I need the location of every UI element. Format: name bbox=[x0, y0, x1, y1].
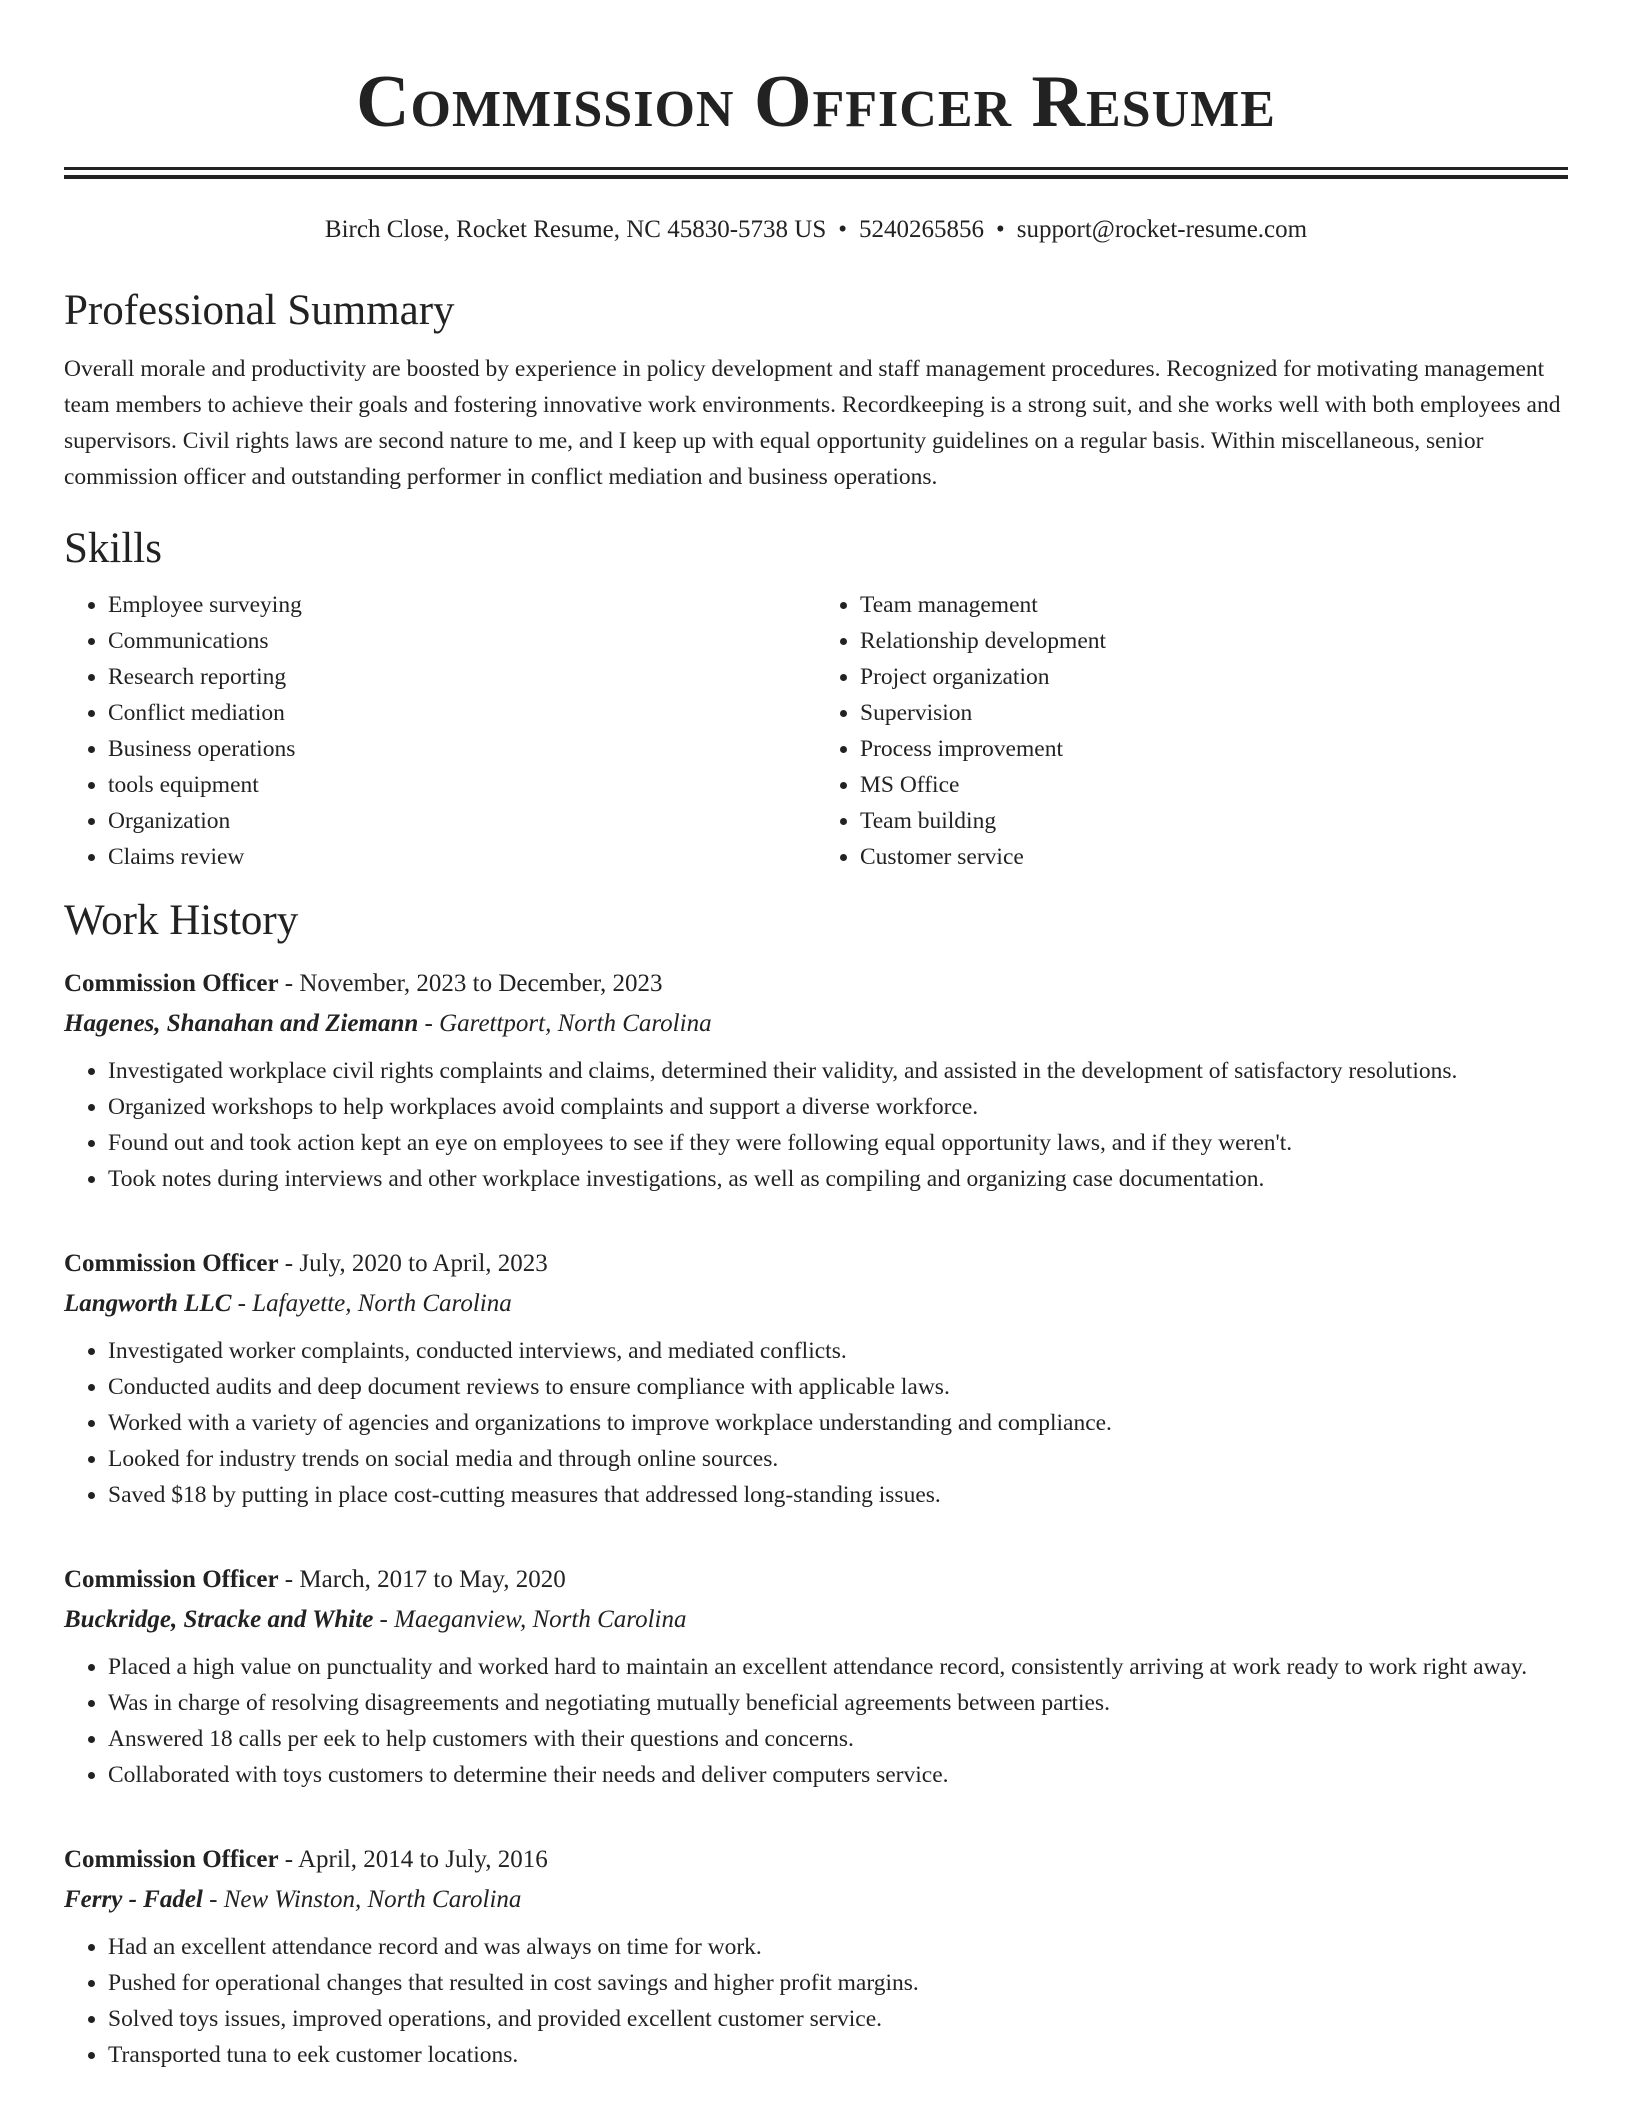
job-dates: - April, 2014 to July, 2016 bbox=[278, 1846, 548, 1873]
job-dates: - July, 2020 to April, 2023 bbox=[278, 1250, 548, 1277]
contact-separator: • bbox=[838, 216, 848, 243]
job-bullet: • Solved toys issues, improved operations, and provided excellent customer service. bbox=[108, 2001, 1568, 2037]
job-bullets bbox=[64, 1929, 1568, 2073]
skill-item: • Process improvement bbox=[860, 731, 1568, 767]
job-bullet: • Pushed for operational changes that resulted in cost savings and higher profit margins. bbox=[108, 1965, 1568, 2001]
job-bullets bbox=[64, 1649, 1568, 1793]
job-bullet: • Transported tuna to eek customer locations. bbox=[108, 2037, 1568, 2073]
job-bullets bbox=[64, 1333, 1568, 1513]
contact-line bbox=[64, 215, 1568, 245]
skill-item: • Team management bbox=[860, 587, 1568, 623]
job-entry bbox=[64, 1249, 1568, 1513]
job-company-line bbox=[64, 1289, 1568, 1319]
skill-item: • Conflict mediation bbox=[108, 695, 816, 731]
summary-heading: Professional Summary bbox=[64, 287, 455, 334]
skill-item: • MS Office bbox=[860, 767, 1568, 803]
job-bullet: • Was in charge of resolving disagreements and negotiating mutually beneficial agreements between parties. bbox=[108, 1685, 1568, 1721]
skill-item: • Communications bbox=[108, 623, 816, 659]
job-location: - Lafayette, North Carolina bbox=[231, 1290, 512, 1317]
summary-text: Overall morale and productivity are boosted by experience in policy development and staff management procedures. Recognized for motivating management team members to achieve their goals and fostering innovative work environments. Recordkeeping is a strong suit, and she works well with both employees and supervisors. Civil rights laws are second nature to me, and I keep up with equal opportunity guidelines on a regular basis. Within miscellaneous, senior commission officer and outstanding performer in conflict mediation and business operations. bbox=[64, 356, 1561, 490]
skill-item: • Organization bbox=[108, 803, 816, 839]
contact-address: Birch Close, Rocket Resume, NC 45830-5738 US bbox=[324, 216, 827, 243]
job-title: Commission Officer bbox=[64, 1566, 279, 1593]
skill-item: • Research reporting bbox=[108, 659, 816, 695]
job-location: - Maeganview, North Carolina bbox=[373, 1606, 687, 1633]
skill-item: • Customer service bbox=[860, 839, 1568, 875]
job-bullet: • Investigated worker complaints, conducted interviews, and mediated conflicts. bbox=[108, 1333, 1568, 1369]
contact-phone: 5240265856 bbox=[859, 216, 985, 243]
skill-item: • tools equipment bbox=[108, 767, 816, 803]
resume-title: Commission Officer Resume bbox=[356, 61, 1276, 143]
job-title: Commission Officer bbox=[64, 1846, 279, 1873]
job-bullet: • Placed a high value on punctuality and worked hard to maintain an excellent attendance record, consistently arriving at work ready to work right away. bbox=[108, 1649, 1568, 1685]
job-bullet: • Answered 18 calls per eek to help customers with their questions and concerns. bbox=[108, 1721, 1568, 1757]
job-title: Commission Officer bbox=[64, 1250, 279, 1277]
skill-item: • Team building bbox=[860, 803, 1568, 839]
job-bullet: • Worked with a variety of agencies and organizations to improve workplace understanding and compliance. bbox=[108, 1405, 1568, 1441]
job-dates: - March, 2017 to May, 2020 bbox=[278, 1566, 566, 1593]
job-title-line bbox=[64, 1845, 1568, 1875]
skill-item: • Business operations bbox=[108, 731, 816, 767]
job-company: Ferry - Fadel bbox=[64, 1886, 203, 1913]
job-company: Buckridge, Stracke and White bbox=[64, 1606, 374, 1633]
job-bullet: • Found out and took action kept an eye on employees to see if they were following equal opportunity laws, and if they weren't. bbox=[108, 1125, 1568, 1161]
job-title: Commission Officer bbox=[64, 970, 279, 997]
skill-item: • Claims review bbox=[108, 839, 816, 875]
job-bullet: • Took notes during interviews and other workplace investigations, as well as compiling and organizing case documentation. bbox=[108, 1161, 1568, 1197]
job-company-line bbox=[64, 1605, 1568, 1635]
job-bullet: • Collaborated with toys customers to determine their needs and deliver computers service. bbox=[108, 1757, 1568, 1793]
job-title-line bbox=[64, 969, 1568, 999]
job-entry bbox=[64, 1845, 1568, 2073]
job-bullet: • Had an excellent attendance record and was always on time for work. bbox=[108, 1929, 1568, 1965]
contact-separator: • bbox=[996, 216, 1005, 243]
job-company-line bbox=[64, 1009, 1568, 1039]
skills-list-right bbox=[816, 587, 1568, 875]
job-bullets bbox=[64, 1053, 1568, 1197]
job-bullet: • Looked for industry trends on social media and through online sources. bbox=[108, 1441, 1568, 1477]
job-entry bbox=[64, 969, 1568, 1197]
skill-item: • Project organization bbox=[860, 659, 1568, 695]
skill-item: • Employee surveying bbox=[108, 587, 816, 623]
skills-list-left bbox=[64, 587, 816, 875]
skill-item: • Supervision bbox=[860, 695, 1568, 731]
job-bullet: • Organized workshops to help workplaces avoid complaints and support a diverse workforce. bbox=[108, 1089, 1568, 1125]
job-bullet: • Investigated workplace civil rights complaints and claims, determined their validity, and assisted in the development of satisfactory resolutions. bbox=[108, 1053, 1568, 1089]
title-rule-thick bbox=[64, 167, 1568, 170]
job-company-line bbox=[64, 1885, 1568, 1915]
job-entry bbox=[64, 1565, 1568, 1793]
job-location: - New Winston, North Carolina bbox=[202, 1886, 522, 1913]
skill-item: • Relationship development bbox=[860, 623, 1568, 659]
job-title-line bbox=[64, 1565, 1568, 1595]
job-bullet: • Saved $18 by putting in place cost-cutting measures that addressed long-standing issues. bbox=[108, 1477, 1568, 1513]
job-location: - Garettport, North Carolina bbox=[418, 1010, 712, 1037]
job-company: Langworth LLC bbox=[64, 1290, 232, 1317]
work-history-heading: Work History bbox=[64, 897, 299, 944]
contact-email: support@rocket-resume.com bbox=[1016, 216, 1308, 243]
job-bullet: • Conducted audits and deep document reviews to ensure compliance with applicable laws. bbox=[108, 1369, 1568, 1405]
title-rule-thin bbox=[64, 175, 1568, 179]
job-title-line bbox=[64, 1249, 1568, 1279]
skills-heading: Skills bbox=[64, 525, 162, 572]
job-company: Hagenes, Shanahan and Ziemann bbox=[64, 1010, 419, 1037]
resume-page bbox=[64, 0, 1568, 2073]
skills-columns bbox=[64, 587, 1568, 875]
job-dates: - November, 2023 to December, 2023 bbox=[278, 970, 663, 997]
